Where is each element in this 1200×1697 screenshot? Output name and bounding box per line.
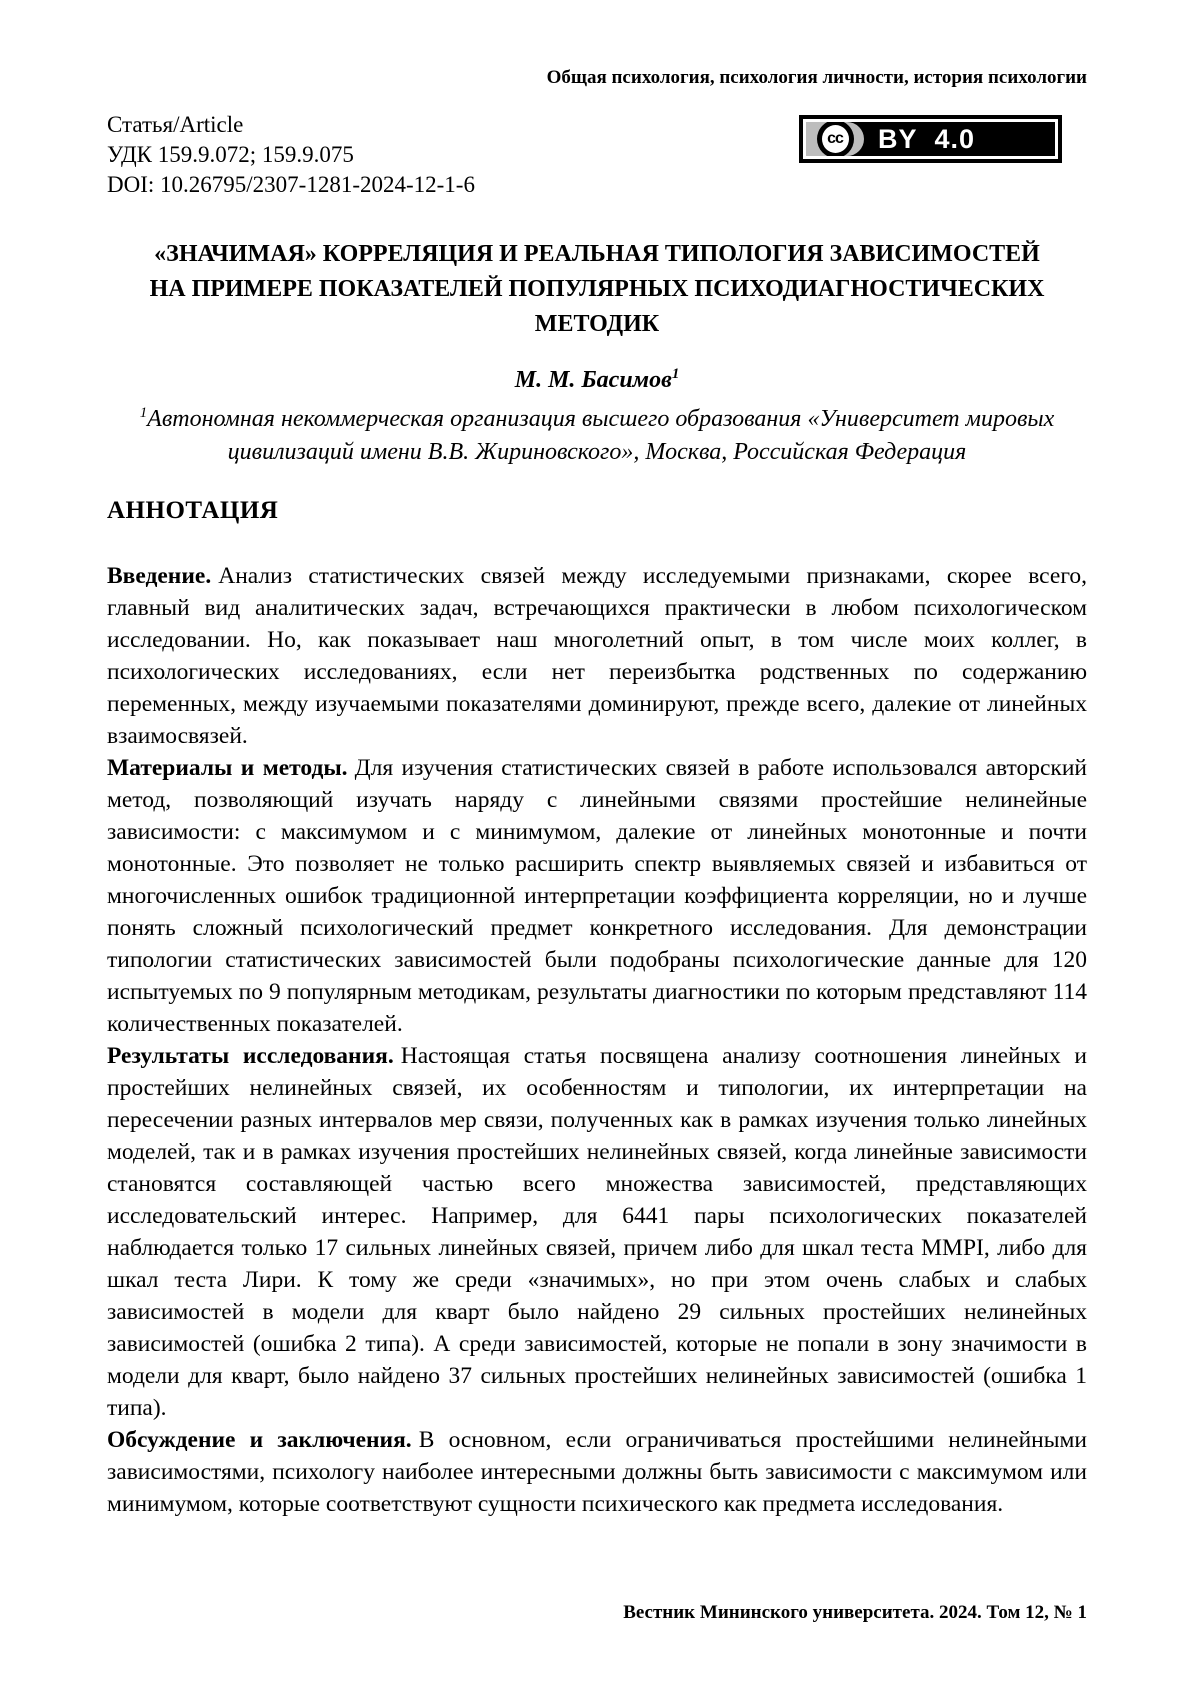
author-affiliation-marker: 1 bbox=[671, 366, 680, 382]
affiliation-line bbox=[107, 436, 1087, 469]
abstract-paragraph-results bbox=[107, 1040, 1087, 1424]
cc-icon: cc bbox=[817, 120, 854, 158]
paragraph-lead: Результаты исследования. bbox=[107, 1043, 394, 1069]
article-title-line: «ЗНАЧИМАЯ» КОРРЕЛЯЦИЯ И РЕАЛЬНАЯ ТИПОЛОГИЯ ЗАВИСИМОСТЕЙ bbox=[154, 241, 1040, 267]
paragraph-text: В основном, если ограничиваться простейшими нелинейными зависимостями, психологу наиболее интересными должны быть зависимости с максимумом или минимумом, которые соответствуют сущности психического как предмета исследования. bbox=[107, 1427, 1087, 1517]
article-type-label: Статья/Article bbox=[107, 112, 244, 137]
journal-footer: Вестник Мининского университета. 2024. Том 12, № 1 bbox=[623, 1602, 1087, 1623]
abstract-body bbox=[107, 560, 1087, 1520]
cc-license-badge-inner bbox=[803, 119, 1058, 159]
affiliation-text: Автономная некоммерческая организация высшего образования «Университет мировых bbox=[147, 406, 1055, 432]
journal-section-heading: Общая психология, психология личности, история психологии bbox=[546, 67, 1087, 88]
udc-label: УДК 159.9.072; 159.9.075 bbox=[107, 142, 354, 167]
paragraph-text: Для изучения статистических связей в работе использовался авторский метод, позволяющий изучать наряду с линейными связями простейшие нелинейные зависимости: с максимумом и с минимумом, далекие от линейных монотонные и почти монотонные. Это позволяет не только расширить спектр выявляемых связей и избавиться от многочисленных ошибок традиционной интерпретации коэффициента корреляции, но и лучше понять сложный психологический предмет конкретного исследования. Для демонстрации типологии статистических зависимостей были подобраны психологические данные для 120 испытуемых по 9 популярным методикам, результаты диагностики по которым представляют 114 количественных показателей. bbox=[107, 755, 1087, 1037]
abstract-paragraph-discussion-conclusions bbox=[107, 1424, 1087, 1520]
article-title-line: МЕТОДИК bbox=[534, 311, 660, 337]
author-name: М. М. Басимов bbox=[514, 367, 672, 393]
affiliation-marker: 1 bbox=[139, 405, 148, 421]
affiliation-line bbox=[107, 403, 1087, 436]
cc-license-badge bbox=[799, 115, 1062, 163]
author-line bbox=[107, 366, 1087, 394]
doi-label: DOI: 10.26795/2307-1281-2024-12-1-6 bbox=[107, 172, 475, 197]
article-meta bbox=[107, 110, 475, 200]
paragraph-text: Настоящая статья посвящена анализу соотношения линейных и простейших нелинейных связей, их особенностям и типологии, их интерпретации на пересечении разных интервалов мер связи, полученных как в рамках изучения только линейных моделей, так и в рамках изучения простейших нелинейных связей, когда линейные зависимости становятся составляющей частью всего множества зависимостей, представляющих исследовательский интерес. Например, для 6441 пары психологических показателей наблюдается только 17 сильных линейных связей, причем либо для шкал теста MMPI, либо для шкал теста Лири. К тому же среди «значимых», но при этом очень слабых и слабых зависимостей в модели для кварт было найдено 29 сильных простейших нелинейных зависимостей (ошибка 2 типа). А среди зависимостей, которые не попали в зону значимости в модели для кварт, было найдено 37 сильных простейших нелинейных зависимостей (ошибка 1 типа). bbox=[107, 1043, 1087, 1421]
cc-license-label: BY 4.0 bbox=[878, 123, 976, 154]
article-title-line: НА ПРИМЕРЕ ПОКАЗАТЕЛЕЙ ПОПУЛЯРНЫХ ПСИХОДИАГНОСТИЧЕСКИХ bbox=[149, 276, 1045, 302]
cc-logo-panel bbox=[806, 122, 864, 156]
abstract-paragraph-introduction bbox=[107, 560, 1087, 752]
abstract-paragraph-materials-methods bbox=[107, 752, 1087, 1040]
affiliation bbox=[107, 403, 1087, 469]
paragraph-lead: Материалы и методы. bbox=[107, 755, 348, 781]
paragraph-lead: Введение. bbox=[107, 563, 212, 589]
affiliation-text: цивилизаций имени В.В. Жириновского», Москва, Российская Федерация bbox=[227, 439, 967, 465]
paragraph-lead: Обсуждение и заключения. bbox=[107, 1427, 412, 1453]
paragraph-text: Анализ статистических связей между исследуемыми признаками, скорее всего, главный вид аналитических задач, встречающихся практически в любом психологическом исследовании. Но, как показывает наш многолетний опыт, в том числе моих коллег, в психологических исследованиях, если нет переизбытка родственных по содержанию переменных, между изучаемыми показателями доминируют, прежде всего, далекие от линейных взаимосвязей. bbox=[107, 563, 1087, 749]
article-title bbox=[107, 237, 1087, 342]
abstract-heading: АННОТАЦИЯ bbox=[107, 497, 279, 524]
